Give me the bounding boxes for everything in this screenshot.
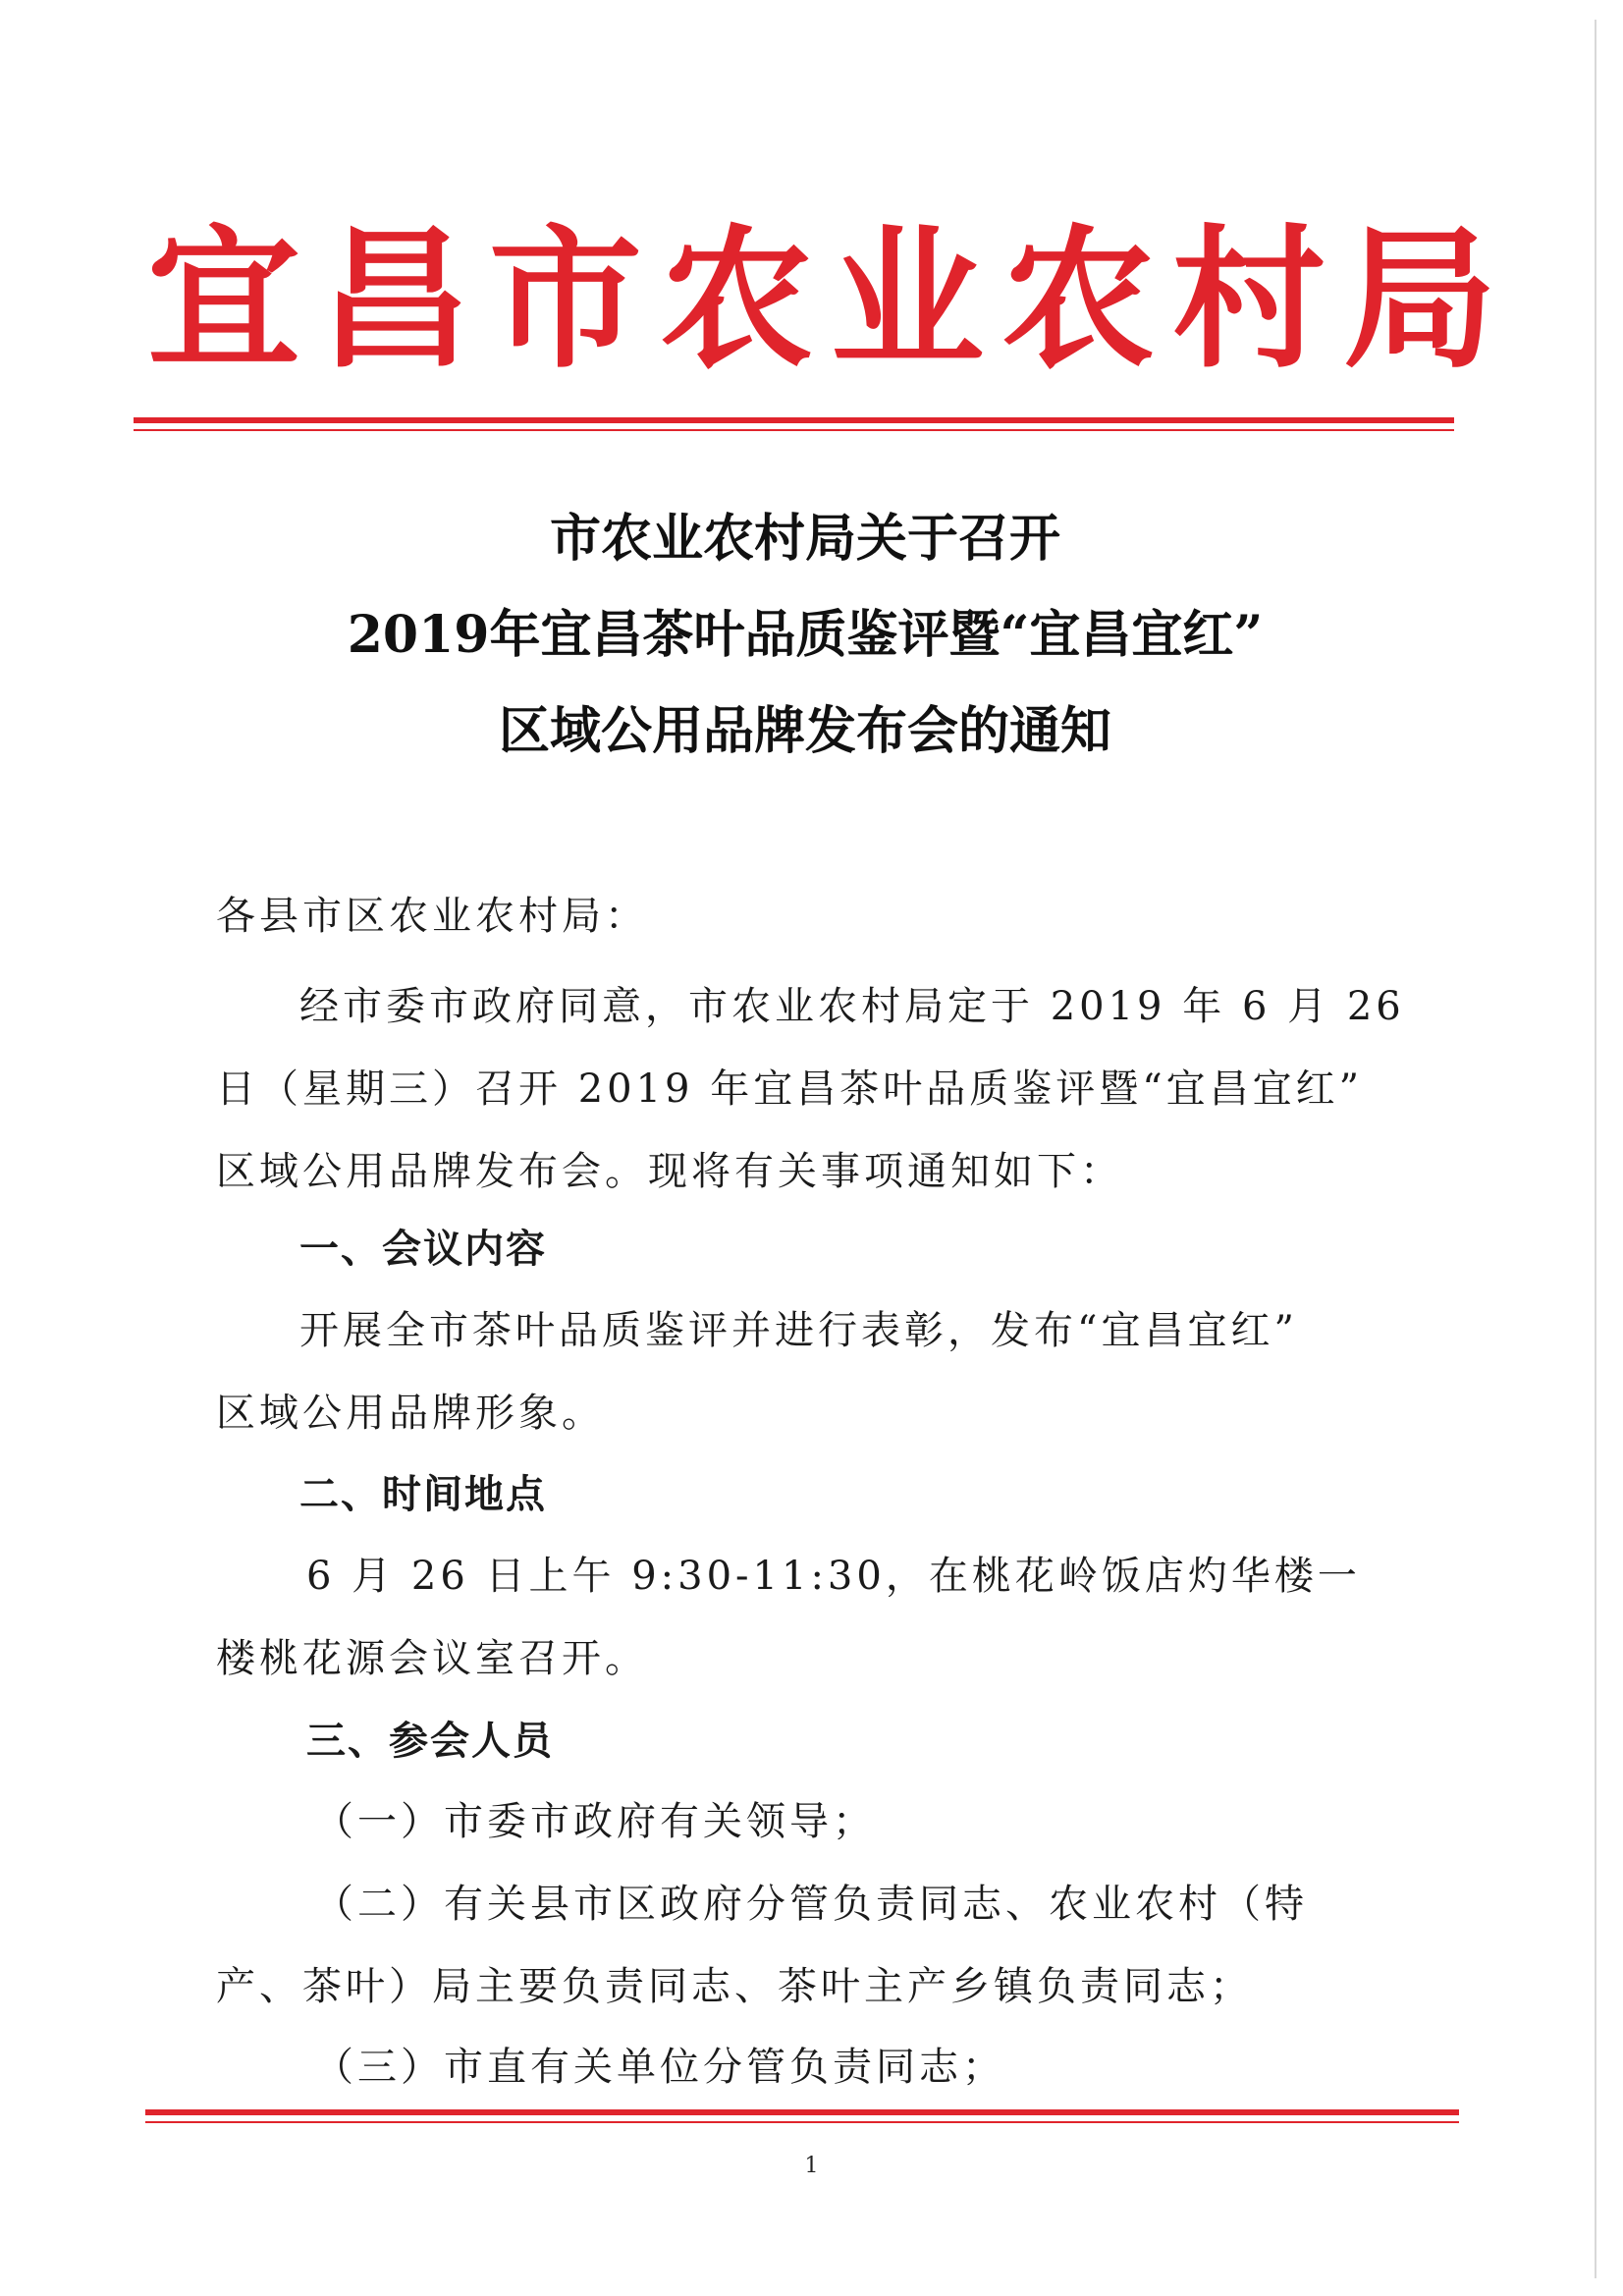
footer-rule-thin (145, 2121, 1459, 2123)
document-title-line-3: 区域公用品牌发布会的通知 (498, 701, 1111, 761)
letterhead-rule-thick (134, 417, 1454, 423)
intro-line-2: 日（星期三）召开 2019 年宜昌茶叶品质鉴评暨“宜昌宜红” (216, 1066, 1364, 1112)
letterhead-org-name: 宜昌市农业农村局 (147, 210, 1514, 389)
section-3-heading: 三、参会人员 (306, 1719, 554, 1764)
section-2-heading: 二、时间地点 (299, 1472, 547, 1517)
section-3-line-2: （二）有关县市区政府分管负责同志、农业农村（特 (314, 1882, 1308, 1927)
section-2-line-2: 楼桃花源会议室召开。 (216, 1636, 648, 1681)
document-title-line-2: 2019年宜昌茶叶品质鉴评暨“宜昌宜红” (347, 605, 1264, 665)
section-1-line-2: 区域公用品牌形象。 (216, 1391, 605, 1436)
scan-edge-line (1595, 20, 1596, 2278)
section-3-line-3: 产、茶叶）局主要负责同志、茶叶主产乡镇负责同志； (216, 1964, 1253, 2009)
section-1-line-1: 开展全市茶叶品质鉴评并进行表彰，发布“宜昌宜红” (299, 1308, 1298, 1353)
section-2-line-1: 6 月 26 日上午 9:30-11:30，在桃花岭饭店灼华楼一 (306, 1554, 1361, 1599)
intro-line-1: 经市委市政府同意，市农业农村局定于 2019 年 6 月 26 (299, 984, 1405, 1029)
section-3-line-4: （三）市直有关单位分管负责同志； (314, 2045, 1005, 2090)
footer-rule-thick (145, 2109, 1459, 2115)
letterhead-rule-thin (134, 429, 1454, 431)
salutation: 各县市区农业农村局： (216, 894, 648, 939)
intro-line-3: 区域公用品牌发布会。现将有关事项通知如下： (216, 1149, 1123, 1194)
section-3-line-1: （一）市委市政府有关领导； (314, 1799, 876, 1844)
document-title-line-1: 市农业农村局关于召开 (549, 509, 1060, 569)
page-number: 1 (804, 2154, 819, 2178)
section-1-heading: 一、会议内容 (299, 1227, 547, 1272)
